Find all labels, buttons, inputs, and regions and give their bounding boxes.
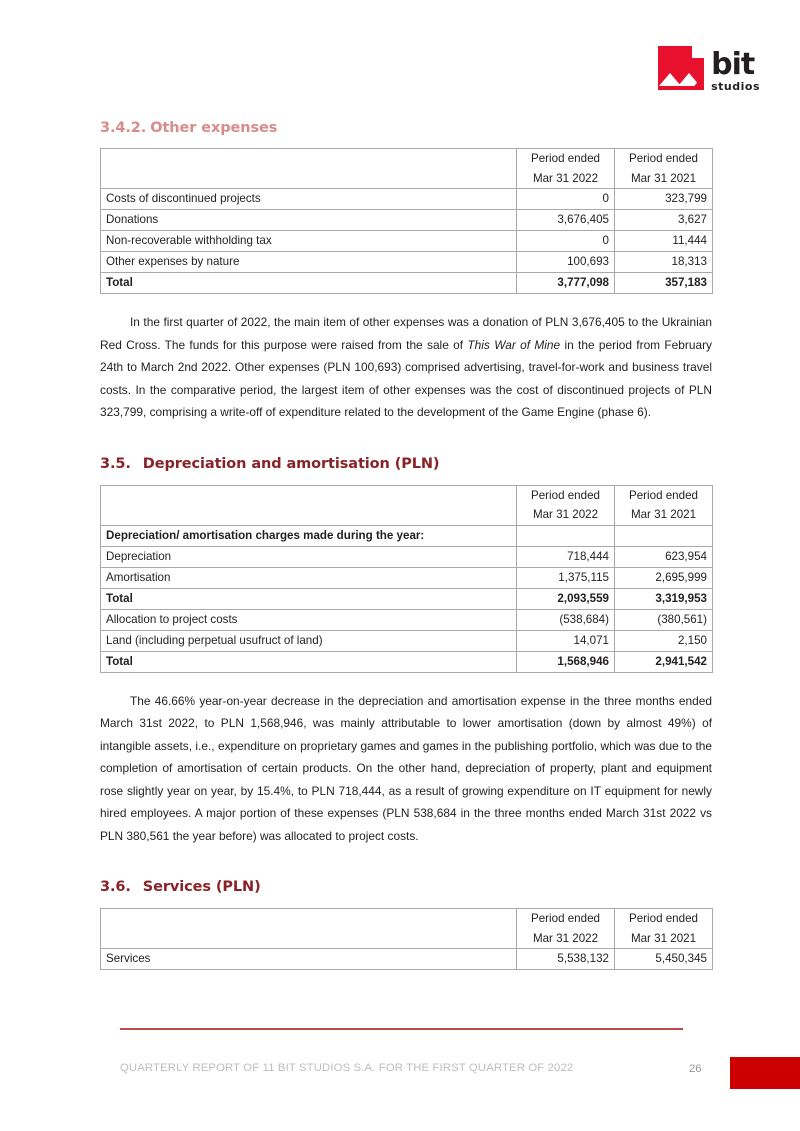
table-row [101, 252, 713, 273]
row-value-2021: 3,627 [615, 210, 713, 231]
table-row [101, 525, 713, 546]
row-value-2021: 3,319,953 [615, 588, 713, 609]
footer-red-block [730, 1057, 800, 1089]
row-label: Non-recoverable withholding tax [101, 231, 517, 252]
row-value-2022: 2,093,559 [517, 588, 615, 609]
para-dep-text: The 46.66% year-on-year decrease in the depreciation and amortisation expense in the three months ended March 31st 2022, to PLN 1,568,946, was mainly attributable to lower amortisation (down by almost 49%) of intangible assets, i.e., expenditure on proprietary games and games in the publishing portfolio, which was due to the completion of amortisation of certain products. On the other hand, depreciation of property, plant and equipment rose slightly year on year, by 15.4%, to PLN 718,444, as a result of growing expenditure on IT equipment for newly hired employees. A major portion of these expenses (PLN 538,684 in the three months ended March 31st 2022 vs PLN 380,561 the year before) was allocated to project costs. [100, 693, 712, 843]
table-row [101, 273, 713, 294]
row-value-2021: 2,941,542 [615, 651, 713, 672]
row-value-2021: 357,183 [615, 273, 713, 294]
row-value-2021: 2,695,999 [615, 567, 713, 588]
row-label: Donations [101, 210, 517, 231]
table-other-expenses-body [101, 189, 713, 294]
table-other-expenses [100, 148, 713, 294]
row-value-2022: 1,568,946 [517, 651, 615, 672]
th-2021-line2: Mar 31 2021 [615, 169, 713, 189]
table-row [101, 609, 713, 630]
table-row [101, 231, 713, 252]
table-depreciation [100, 485, 713, 673]
th-2022-line2: Mar 31 2022 [517, 929, 615, 949]
table-services-head [101, 909, 713, 949]
table-row [101, 949, 713, 970]
row-value-2021: 323,799 [615, 189, 713, 210]
logo-word: bit [711, 47, 755, 82]
logo-wordmark [711, 47, 760, 93]
table-depreciation-head [101, 485, 713, 525]
row-value-2022: 718,444 [517, 546, 615, 567]
table-row [101, 567, 713, 588]
logo-subword: studios [711, 80, 760, 93]
row-value-2021: (380,561) [615, 609, 713, 630]
para-oe-part2: in the period from February 24th to March 2nd 2022. Other expenses (PLN 100,693) comprised advertising, travel-for-work and business travel costs. In the comparative period, the largest item of other expenses was the cost of discontinued projects of PLN 323,799, comprising a write-off of expenditure related to the development of the Game Engine (phase 6). [100, 337, 712, 419]
th-2022-line1: Period ended [517, 149, 615, 169]
table-row [101, 189, 713, 210]
para-oe-italic-title: This War of Mine [467, 337, 561, 352]
th-2021-line1: Period ended [615, 485, 713, 505]
table-services-body [101, 949, 713, 970]
company-logo [658, 46, 760, 93]
table-row [101, 588, 713, 609]
para-oe-part1: In the first quarter of 2022, the main item of other expenses was a donation of PLN 3,676,405 to the Ukrainian Red Cross. The funds for this purpose were raised from the sale of [100, 315, 712, 352]
row-value-2022 [517, 525, 615, 546]
table-header-row-1 [101, 485, 713, 505]
heading-services-number: 3.6. [100, 879, 131, 895]
heading-depreciation-number: 3.5. [100, 455, 131, 472]
table-row [101, 210, 713, 231]
row-label: Other expenses by nature [101, 252, 517, 273]
th-blank-corner [101, 485, 517, 525]
row-value-2021 [615, 525, 713, 546]
heading-services [100, 879, 712, 895]
page-number: 26 [689, 1063, 702, 1075]
heading-depreciation-title: Depreciation and amortisation (PLN) [142, 455, 440, 472]
logo-slash [691, 79, 700, 90]
row-label: Total [101, 588, 517, 609]
paragraph-other-expenses [100, 311, 712, 424]
row-label: Total [101, 273, 517, 294]
row-label: Land (including perpetual usufruct of land) [101, 630, 517, 651]
row-label: Services [101, 949, 517, 970]
row-label: Costs of discontinued projects [101, 189, 517, 210]
eleven-bit-mark-icon [658, 46, 704, 90]
row-label: Depreciation/ amortisation charges made during the year: [101, 525, 517, 546]
row-value-2022: 5,538,132 [517, 949, 615, 970]
table-other-expenses-head [101, 149, 713, 189]
table-services [100, 908, 713, 970]
th-2021-line2: Mar 31 2021 [615, 929, 713, 949]
paragraph-depreciation [100, 690, 712, 848]
row-label: Total [101, 651, 517, 672]
row-value-2022: 3,676,405 [517, 210, 615, 231]
row-value-2022: 3,777,098 [517, 273, 615, 294]
footer-divider [120, 1028, 683, 1030]
th-blank-corner [101, 909, 517, 949]
heading-other-expenses [100, 120, 712, 136]
row-value-2022: 100,693 [517, 252, 615, 273]
heading-other-expenses-number: 3.4.2. [100, 120, 147, 136]
row-value-2022: 14,071 [517, 630, 615, 651]
th-2021-line2: Mar 31 2021 [615, 505, 713, 525]
th-2022-line1: Period ended [517, 485, 615, 505]
th-2022-line2: Mar 31 2022 [517, 169, 615, 189]
table-row [101, 651, 713, 672]
footer-report-title: QUARTERLY REPORT OF 11 BIT STUDIOS S.A. FOR THE FIRST QUARTER OF 2022 [120, 1062, 574, 1074]
table-header-row-1 [101, 909, 713, 929]
row-value-2022: 1,375,115 [517, 567, 615, 588]
row-value-2021: 18,313 [615, 252, 713, 273]
row-value-2022: (538,684) [517, 609, 615, 630]
th-blank-corner [101, 149, 517, 189]
row-label: Allocation to project costs [101, 609, 517, 630]
heading-services-title: Services (PLN) [142, 879, 261, 895]
row-label: Depreciation [101, 546, 517, 567]
th-2022-line2: Mar 31 2022 [517, 505, 615, 525]
table-depreciation-body [101, 525, 713, 672]
th-2021-line1: Period ended [615, 149, 713, 169]
row-label: Amortisation [101, 567, 517, 588]
table-header-row-1 [101, 149, 713, 169]
table-row [101, 546, 713, 567]
th-2021-line1: Period ended [615, 909, 713, 929]
logo-notch [692, 46, 704, 58]
th-2022-line1: Period ended [517, 909, 615, 929]
table-row [101, 630, 713, 651]
row-value-2021: 5,450,345 [615, 949, 713, 970]
row-value-2021: 2,150 [615, 630, 713, 651]
row-value-2021: 11,444 [615, 231, 713, 252]
heading-other-expenses-title: Other expenses [150, 120, 278, 136]
row-value-2021: 623,954 [615, 546, 713, 567]
row-value-2022: 0 [517, 189, 615, 210]
row-value-2022: 0 [517, 231, 615, 252]
page-content [100, 120, 712, 970]
heading-depreciation [100, 456, 712, 472]
